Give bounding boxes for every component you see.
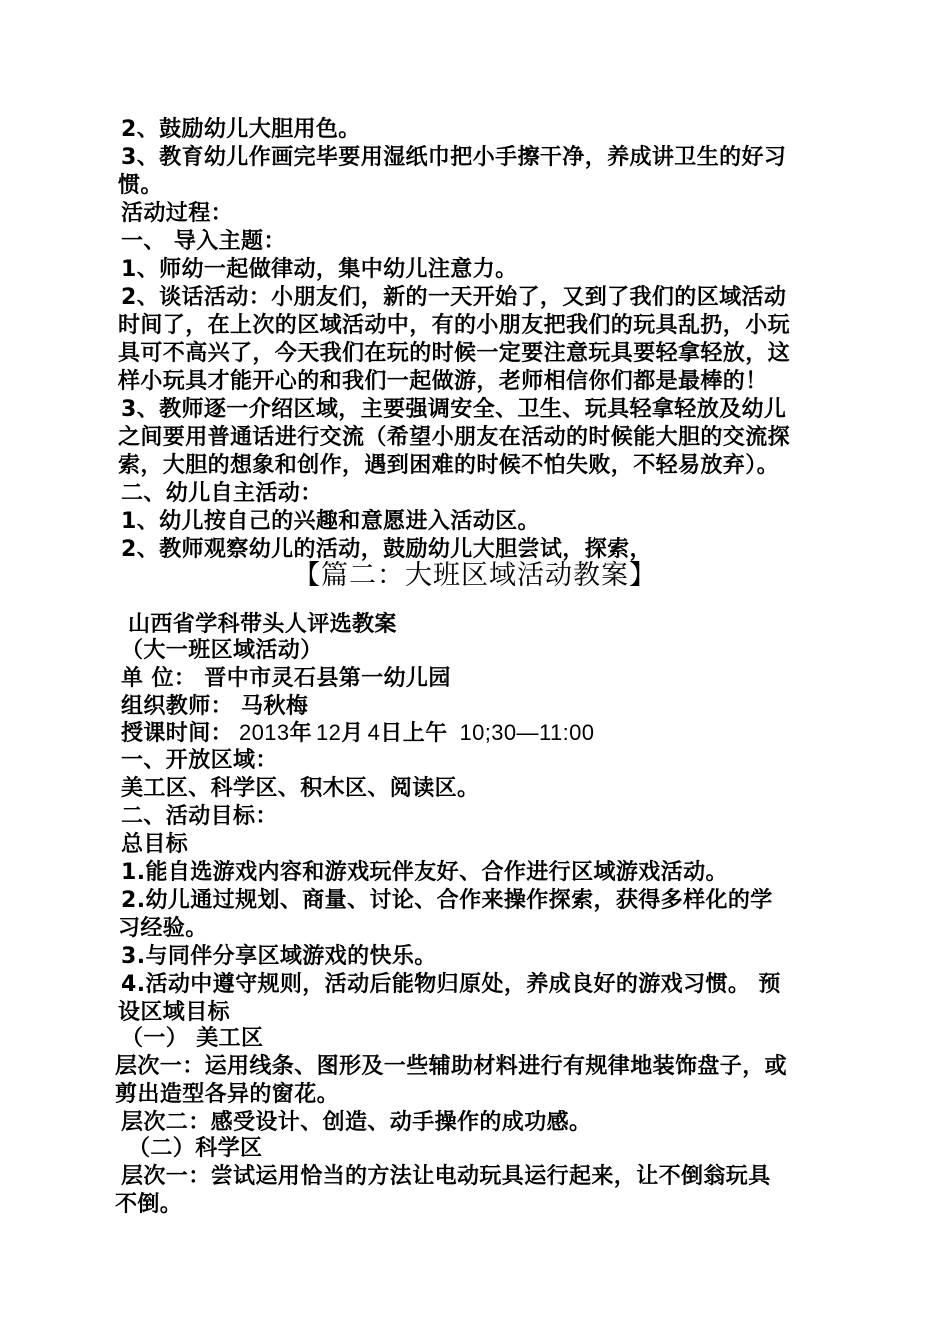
text-line: 不倒。: [115, 1192, 183, 1217]
text-line: 2、教师观察幼儿的活动，鼓励幼儿大胆尝试，探索，: [121, 537, 652, 562]
time-label: 授课时间：: [121, 721, 234, 746]
text-line: 2、鼓励幼儿大胆用色。: [121, 117, 361, 142]
text-line: 1、师幼一起做律动，集中幼儿注意力。: [121, 257, 518, 282]
text-line: 层次一：尝试运用恰当的方法让电动玩具运行起来，让不倒翁玩具: [121, 1164, 771, 1189]
section-title: 二、活动目标：: [121, 804, 278, 829]
section-title: 活动过程：: [121, 201, 234, 226]
text-line: 习经验。: [118, 916, 208, 941]
text-line: 2.幼儿通过规划、商量、讨论、合作来操作探索，获得多样化的学: [121, 888, 773, 913]
subsection-title: （一） 美工区: [121, 1026, 264, 1051]
text-line: 组织教师： 马秋梅: [121, 694, 309, 719]
document-title: 山西省学科带头人评选教案: [128, 612, 397, 637]
text-line: 层次一：运用线条、图形及一些辅助材料进行有规律地装饰盘子，或: [115, 1054, 788, 1079]
text-line: 层次二：感受设计、创造、动手操作的成功感。: [121, 1110, 592, 1135]
time-day-unit: 日上午: [380, 721, 448, 746]
subsection-title: 设区域目标: [118, 1000, 231, 1025]
text-line: 美工区、科学区、积木区、阅读区。: [121, 776, 480, 801]
text-line: 1、幼儿按自己的兴趣和意愿进入活动区。: [121, 509, 540, 534]
text-line: 索，大胆的想象和创作，遇到困难的时候不怕失败，不轻易放弃）。: [118, 453, 780, 478]
text-line: 单 位： 晋中市灵石县第一幼儿园: [121, 666, 451, 691]
text-line: 1.能自选游戏内容和游戏玩伴友好、合作进行区域游戏活动。: [121, 860, 728, 885]
text-line: 3、教师逐一介绍区域，主要强调安全、卫生、玩具轻拿轻放及幼儿: [121, 397, 787, 422]
document-subtitle: （大一班区域活动）: [121, 638, 323, 663]
text-line: 之间要用普通话进行交流（希望小朋友在活动的时候能大胆的交流探: [118, 425, 791, 450]
text-line: 惯。: [118, 173, 163, 198]
text-line: 3.与同伴分享区域游戏的快乐。: [121, 944, 437, 969]
text-line: 具可不高兴了，今天我们在玩的时候一定要注意玩具要轻拿轻放，这: [118, 341, 791, 366]
time-day: 4: [367, 720, 381, 745]
text-line: 剪出造型各异的窗花。: [115, 1082, 340, 1107]
chapter-heading: 【篇二：大班区域活动教案】: [293, 560, 657, 591]
text-line: 时间了，在上次的区域活动中，有的小朋友把我们的玩具乱扔，小玩: [118, 313, 791, 338]
time-month-unit: 月: [341, 721, 364, 746]
section-title: 一、 导入主题：: [121, 229, 286, 254]
time-year-unit: 年: [289, 721, 312, 746]
lesson-time-line: [121, 719, 594, 748]
text-line: 4.活动中遵守规则，活动后能物归原处，养成良好的游戏习惯。 预: [121, 972, 781, 997]
section-title: 一、开放区域：: [121, 748, 278, 773]
subsection-title: （二）科学区: [128, 1136, 263, 1161]
time-year: 2013: [239, 720, 290, 745]
text-line: 样小玩具才能开心的和我们一起做游，老师相信你们都是最棒的！: [118, 369, 768, 394]
time-range: 10;30—11:00: [459, 720, 595, 745]
time-month: 12: [315, 720, 342, 745]
text-line: 3、教育幼儿作画完毕要用湿纸巾把小手擦干净，养成讲卫生的好习: [121, 145, 787, 170]
text-line: 2、谈话活动：小朋友们，新的一天开始了，又到了我们的区域活动: [121, 285, 787, 310]
subsection-title: 总目标: [121, 832, 189, 857]
section-title: 二、幼儿自主活动：: [121, 481, 323, 506]
